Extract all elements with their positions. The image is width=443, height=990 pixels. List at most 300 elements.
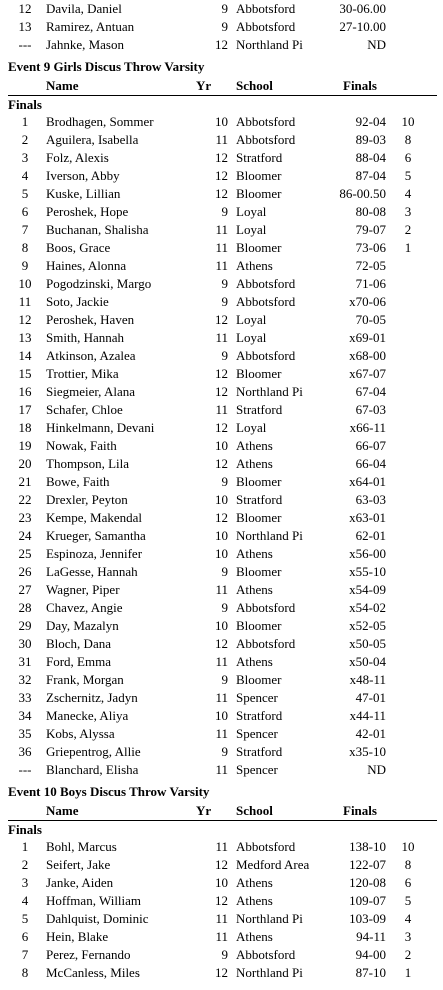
result-row	[0, 203, 443, 221]
school: Athens	[236, 546, 273, 561]
result-row	[0, 329, 443, 347]
athlete-name: Janke, Aiden	[46, 875, 114, 890]
result-row	[0, 221, 443, 239]
result-row	[0, 527, 443, 545]
place: 5	[21, 186, 29, 201]
mark: 103-09	[349, 911, 386, 926]
athlete-name: Smith, Hannah	[46, 330, 124, 345]
athlete-name: Brodhagen, Sommer	[46, 114, 154, 129]
mark: 87-10	[355, 965, 386, 980]
section-label: Finals	[8, 822, 42, 837]
place: 9	[21, 258, 29, 273]
event-10-block	[0, 782, 443, 982]
athlete-name: Thompson, Lila	[46, 456, 130, 471]
result-row	[0, 257, 443, 275]
year: 12	[215, 893, 228, 908]
result-row	[0, 293, 443, 311]
result-row	[0, 671, 443, 689]
year: 11	[215, 132, 228, 147]
athlete-name: Kuske, Lillian	[46, 186, 121, 201]
mark: x63-01	[349, 510, 386, 525]
points: 5	[404, 168, 412, 183]
result-row	[0, 167, 443, 185]
athlete-name: Davila, Daniel	[46, 1, 122, 16]
result-row	[0, 275, 443, 293]
result-row	[0, 113, 443, 131]
mark: 30-06.00	[339, 1, 386, 16]
school: Bloomer	[236, 474, 282, 489]
column-headers	[8, 77, 437, 96]
mark: x50-04	[349, 654, 386, 669]
result-row	[0, 653, 443, 671]
place: 14	[18, 348, 32, 363]
mark: 66-07	[355, 438, 386, 453]
athlete-name: Hoffman, William	[46, 893, 142, 908]
year: 9	[221, 600, 228, 615]
place: 32	[18, 672, 32, 687]
year: 12	[215, 384, 228, 399]
points: 10	[401, 114, 415, 129]
school: Bloomer	[236, 240, 282, 255]
top-results-list	[0, 0, 443, 54]
school: Bloomer	[236, 186, 282, 201]
header-school: School	[236, 803, 273, 818]
result-row	[0, 36, 443, 54]
result-row	[0, 946, 443, 964]
mark: x52-05	[349, 618, 386, 633]
year: 10	[215, 438, 228, 453]
result-row	[0, 761, 443, 779]
year: 10	[215, 618, 228, 633]
school: Spencer	[236, 690, 278, 705]
year: 10	[215, 528, 228, 543]
result-row	[0, 725, 443, 743]
athlete-name: LaGesse, Hannah	[46, 564, 138, 579]
result-row	[0, 383, 443, 401]
school: Northland Pi	[236, 528, 303, 543]
points: 4	[404, 186, 412, 201]
place: 36	[18, 744, 32, 759]
school: Athens	[236, 929, 273, 944]
school: Abbotsford	[236, 348, 296, 363]
place: 7	[21, 222, 29, 237]
athlete-name: Seifert, Jake	[46, 857, 111, 872]
athlete-name: Nowak, Faith	[46, 438, 117, 453]
year: 12	[215, 186, 228, 201]
year: 11	[215, 222, 228, 237]
athlete-name: Bloch, Dana	[46, 636, 111, 651]
points: 5	[404, 893, 412, 908]
place: 33	[18, 690, 32, 705]
school: Bloomer	[236, 510, 282, 525]
mark: 122-07	[349, 857, 386, 872]
athlete-name: Peroshek, Hope	[46, 204, 129, 219]
school: Stratford	[236, 150, 283, 165]
year: 11	[215, 911, 228, 926]
year: 9	[221, 564, 228, 579]
mark: 47-01	[355, 690, 386, 705]
place: 31	[18, 654, 32, 669]
place: 17	[18, 402, 32, 417]
place: 22	[18, 492, 32, 507]
result-row	[0, 239, 443, 257]
results-list	[0, 113, 443, 779]
mark: x68-00	[349, 348, 386, 363]
header-yr: Yr	[196, 803, 212, 818]
athlete-name: Frank, Morgan	[46, 672, 124, 687]
mark: x55-10	[349, 564, 386, 579]
place: 12	[18, 312, 32, 327]
mark: x64-01	[349, 474, 386, 489]
mark: 120-08	[349, 875, 386, 890]
school: Loyal	[236, 204, 267, 219]
result-row	[0, 509, 443, 527]
school: Medford Area	[236, 857, 310, 872]
place: 18	[18, 420, 32, 435]
school: Bloomer	[236, 672, 282, 687]
result-row	[0, 185, 443, 203]
points: 4	[404, 911, 412, 926]
year: 11	[215, 582, 228, 597]
header-finals: Finals	[343, 803, 377, 818]
event-9-block	[0, 57, 443, 779]
mark: x54-02	[349, 600, 386, 615]
school: Athens	[236, 893, 273, 908]
athlete-name: Bowe, Faith	[46, 474, 110, 489]
result-row	[0, 635, 443, 653]
header-yr: Yr	[196, 78, 212, 93]
school: Abbotsford	[236, 947, 296, 962]
athlete-name: Trottier, Mika	[46, 366, 119, 381]
year: 9	[221, 204, 228, 219]
athlete-name: Aguilera, Isabella	[46, 132, 139, 147]
athlete-name: Griepentrog, Allie	[46, 744, 141, 759]
mark: ND	[367, 37, 386, 52]
school: Abbotsford	[236, 1, 296, 16]
athlete-name: Dahlquist, Dominic	[46, 911, 149, 926]
school: Northland Pi	[236, 965, 303, 980]
school: Abbotsford	[236, 636, 296, 651]
school: Abbotsford	[236, 600, 296, 615]
mark: 71-06	[355, 276, 386, 291]
mark: x67-07	[349, 366, 386, 381]
place: 11	[18, 294, 32, 309]
year: 10	[215, 114, 228, 129]
year: 12	[215, 150, 228, 165]
year: 12	[215, 456, 228, 471]
result-row	[0, 874, 443, 892]
year: 11	[215, 258, 228, 273]
year: 12	[215, 312, 228, 327]
year: 11	[215, 690, 228, 705]
athlete-name: Folz, Alexis	[46, 150, 109, 165]
result-row	[0, 617, 443, 635]
result-row	[0, 18, 443, 36]
result-row	[0, 928, 443, 946]
result-row	[0, 581, 443, 599]
mark: x70-06	[349, 294, 386, 309]
place: 23	[18, 510, 32, 525]
place: 2	[21, 132, 29, 147]
place: 3	[21, 150, 29, 165]
result-row	[0, 563, 443, 581]
athlete-name: Zschernitz, Jadyn	[46, 690, 138, 705]
school: Stratford	[236, 402, 283, 417]
athlete-name: Iverson, Abby	[46, 168, 120, 183]
athlete-name: Kobs, Alyssa	[46, 726, 115, 741]
place: 4	[21, 893, 29, 908]
place: 5	[21, 911, 29, 926]
school: Northland Pi	[236, 911, 303, 926]
year: 12	[215, 965, 228, 980]
result-row	[0, 437, 443, 455]
school: Abbotsford	[236, 276, 296, 291]
school: Abbotsford	[236, 294, 296, 309]
school: Loyal	[236, 420, 267, 435]
place: 24	[18, 528, 32, 543]
year: 12	[215, 366, 228, 381]
points: 10	[401, 839, 415, 854]
place: 26	[18, 564, 32, 579]
header-school: School	[236, 78, 273, 93]
place: 6	[21, 929, 29, 944]
school: Athens	[236, 654, 273, 669]
result-row	[0, 455, 443, 473]
year: 9	[221, 348, 228, 363]
place: 13	[18, 330, 32, 345]
athlete-name: Hinkelmann, Devani	[46, 420, 155, 435]
place: 27	[18, 582, 32, 597]
mark: x50-05	[349, 636, 386, 651]
school: Spencer	[236, 762, 278, 777]
place: 20	[18, 456, 32, 471]
year: 11	[215, 839, 228, 854]
mark: x48-11	[349, 672, 386, 687]
result-row	[0, 473, 443, 491]
results-list	[0, 838, 443, 982]
mark: x54-09	[349, 582, 386, 597]
athlete-name: Wagner, Piper	[46, 582, 120, 597]
section-label: Finals	[8, 97, 42, 112]
place: 2	[21, 857, 29, 872]
year: 9	[221, 19, 228, 34]
year: 10	[215, 708, 228, 723]
athlete-name: Siegmeier, Alana	[46, 384, 136, 399]
athlete-name: Atkinson, Azalea	[46, 348, 136, 363]
result-row	[0, 311, 443, 329]
year: 12	[215, 420, 228, 435]
school: Abbotsford	[236, 132, 296, 147]
athlete-name: Boos, Grace	[46, 240, 111, 255]
place: 15	[18, 366, 32, 381]
result-row	[0, 838, 443, 856]
school: Stratford	[236, 744, 283, 759]
year: 9	[221, 474, 228, 489]
school: Bloomer	[236, 618, 282, 633]
points: 8	[404, 857, 412, 872]
school: Loyal	[236, 312, 267, 327]
school: Athens	[236, 582, 273, 597]
mark: 79-07	[355, 222, 386, 237]
year: 11	[215, 330, 228, 345]
year: 11	[215, 402, 228, 417]
result-row	[0, 856, 443, 874]
mark: 89-03	[355, 132, 386, 147]
place: 13	[18, 19, 32, 34]
result-row	[0, 149, 443, 167]
mark: 42-01	[355, 726, 386, 741]
school: Athens	[236, 875, 273, 890]
year: 9	[221, 947, 228, 962]
athlete-name: Soto, Jackie	[46, 294, 109, 309]
athlete-name: McCanless, Miles	[46, 965, 140, 980]
points: 3	[404, 204, 412, 219]
mark: x66-11	[349, 420, 386, 435]
school: Athens	[236, 438, 273, 453]
athlete-name: Kempe, Makendal	[46, 510, 143, 525]
year: 12	[215, 636, 228, 651]
school: Abbotsford	[236, 839, 296, 854]
header-name: Name	[46, 78, 79, 93]
mark: 73-06	[355, 240, 386, 255]
year: 9	[221, 744, 228, 759]
column-headers	[8, 802, 437, 821]
place: 4	[21, 168, 29, 183]
school: Stratford	[236, 492, 283, 507]
mark: 94-11	[356, 929, 386, 944]
place: 8	[21, 965, 29, 980]
place: 10	[18, 276, 32, 291]
result-row	[0, 419, 443, 437]
place: 30	[18, 636, 32, 651]
year: 12	[215, 510, 228, 525]
mark: x56-00	[349, 546, 386, 561]
school: Northland Pi	[236, 37, 303, 52]
result-row	[0, 0, 443, 18]
athlete-name: Krueger, Samantha	[46, 528, 146, 543]
result-row	[0, 743, 443, 761]
mark: 86-00.50	[339, 186, 386, 201]
result-row	[0, 347, 443, 365]
place: 29	[18, 618, 32, 633]
athlete-name: Bohl, Marcus	[46, 839, 117, 854]
points: 6	[404, 150, 412, 165]
place: 28	[18, 600, 32, 615]
place: ---	[18, 762, 32, 777]
school: Bloomer	[236, 564, 282, 579]
year: 10	[215, 546, 228, 561]
result-row	[0, 964, 443, 982]
mark: 66-04	[355, 456, 386, 471]
place: 1	[21, 839, 29, 854]
place: 25	[18, 546, 32, 561]
result-row	[0, 707, 443, 725]
athlete-name: Haines, Alonna	[46, 258, 127, 273]
athlete-name: Ramirez, Antuan	[46, 19, 135, 34]
result-row	[0, 401, 443, 419]
school: Athens	[236, 456, 273, 471]
mark: 94-00	[355, 947, 386, 962]
points: 1	[404, 240, 412, 255]
result-row	[0, 892, 443, 910]
mark: 109-07	[349, 893, 386, 908]
place: 8	[21, 240, 29, 255]
points: 2	[404, 947, 412, 962]
mark: 80-08	[355, 204, 386, 219]
school: Abbotsford	[236, 19, 296, 34]
place: 3	[21, 875, 29, 890]
points: 8	[404, 132, 412, 147]
place: 16	[18, 384, 32, 399]
year: 11	[215, 654, 228, 669]
mark: x35-10	[349, 744, 386, 759]
place: 6	[21, 204, 29, 219]
place: 21	[18, 474, 32, 489]
year: 12	[215, 37, 228, 52]
place: 19	[18, 438, 32, 453]
mark: 67-03	[355, 402, 386, 417]
school: Loyal	[236, 222, 267, 237]
year: 9	[221, 276, 228, 291]
points: 6	[404, 875, 412, 890]
school: Bloomer	[236, 366, 282, 381]
result-row	[0, 545, 443, 563]
points: 3	[404, 929, 412, 944]
place: 7	[21, 947, 29, 962]
mark: 92-04	[355, 114, 386, 129]
event-title: Event 9 Girls Discus Throw Varsity	[8, 59, 205, 74]
year: 10	[215, 875, 228, 890]
mark: x69-01	[349, 330, 386, 345]
athlete-name: Perez, Fernando	[46, 947, 131, 962]
year: 11	[215, 762, 228, 777]
athlete-name: Buchanan, Shalisha	[46, 222, 149, 237]
year: 12	[215, 857, 228, 872]
year: 10	[215, 492, 228, 507]
mark: 27-10.00	[339, 19, 386, 34]
year: 12	[215, 168, 228, 183]
year: 9	[221, 1, 228, 16]
mark: 67-04	[355, 384, 386, 399]
points: 2	[404, 222, 412, 237]
athlete-name: Drexler, Peyton	[46, 492, 128, 507]
athlete-name: Pogodzinski, Margo	[46, 276, 152, 291]
school: Spencer	[236, 726, 278, 741]
mark: 70-05	[355, 312, 386, 327]
place: 35	[18, 726, 32, 741]
school: Athens	[236, 258, 273, 273]
mark: x44-11	[349, 708, 386, 723]
mark: 62-01	[355, 528, 386, 543]
school: Loyal	[236, 330, 267, 345]
athlete-name: Chavez, Angie	[46, 600, 123, 615]
result-row	[0, 910, 443, 928]
place: ---	[18, 37, 32, 52]
athlete-name: Schafer, Chloe	[46, 402, 123, 417]
athlete-name: Jahnke, Mason	[46, 37, 124, 52]
school: Bloomer	[236, 168, 282, 183]
mark: 87-04	[355, 168, 386, 183]
year: 11	[215, 929, 228, 944]
result-row	[0, 599, 443, 617]
event-title: Event 10 Boys Discus Throw Varsity	[8, 784, 210, 799]
school: Northland Pi	[236, 384, 303, 399]
school: Stratford	[236, 708, 283, 723]
athlete-name: Hein, Blake	[46, 929, 109, 944]
mark: 88-04	[355, 150, 386, 165]
header-name: Name	[46, 803, 79, 818]
header-finals: Finals	[343, 78, 377, 93]
